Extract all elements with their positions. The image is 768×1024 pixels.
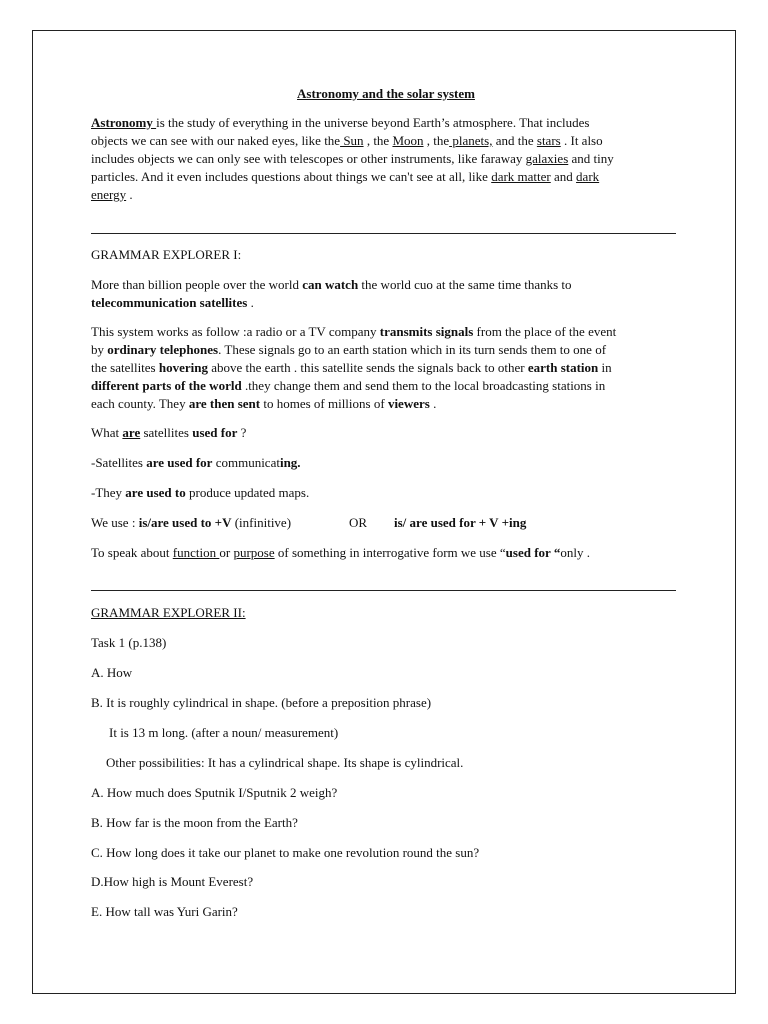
intro-line-4: particles. And it even includes questions about things we can't see at all, like dark matter and dark bbox=[91, 169, 600, 184]
section1-para1-line2: telecommunication satellites . bbox=[91, 295, 254, 310]
section2-question-a: A. How much does Sputnik I/Sputnik 2 weigh? bbox=[91, 785, 338, 800]
section1-example-1: -Satellites are used for communicating. bbox=[91, 455, 301, 470]
term-astronomy: Astronomy bbox=[91, 115, 157, 130]
section1-para1-line1: More than billion people over the world can watch the world cuo at the same time thanks to bbox=[91, 277, 572, 292]
term-galaxies: galaxies bbox=[525, 151, 569, 166]
document-title: Astronomy and the solar system bbox=[297, 86, 475, 101]
section2-question-c: C. How long does it take our planet to make one revolution round the sun? bbox=[91, 845, 480, 860]
section1-speak-about: To speak about function or purpose of something in interrogative form we use “used for “only . bbox=[91, 545, 590, 560]
term-dark-energy: dark bbox=[576, 169, 600, 184]
section1-example-2: -They are used to produce updated maps. bbox=[91, 485, 310, 500]
section2-question-e: E. How tall was Yuri Garin? bbox=[91, 904, 238, 919]
section1-we-use-alt: is/ are used for + V +ing bbox=[394, 515, 527, 530]
term-planets: planets, bbox=[449, 133, 493, 148]
section2-heading: GRAMMAR EXPLORER II: bbox=[91, 605, 246, 620]
section1-para2-line3: the satellites hovering above the earth . this satellite sends the signals back to other earth station in bbox=[91, 360, 612, 375]
section1-we-use: We use : is/are used to +V (infinitive) bbox=[91, 515, 292, 530]
section2-answer-b2: It is 13 m long. (after a noun/ measurement) bbox=[109, 725, 339, 740]
term-stars: stars bbox=[536, 133, 561, 148]
section2-question-b: B. How far is the moon from the Earth? bbox=[91, 815, 298, 830]
section1-para2-line4: different parts of the world .they change them and send them to the local broadcasting stations in bbox=[91, 378, 606, 393]
intro-line-2: objects we can see with our naked eyes, like the Sun , the Moon , the planets, and the stars . It also bbox=[91, 133, 603, 148]
section1-para2-line2: by ordinary telephones. These signals go to an earth station which in its turn sends them to one of bbox=[91, 342, 607, 357]
section1-we-use-or: OR bbox=[349, 515, 368, 530]
term-dark-matter: dark matter bbox=[491, 169, 551, 184]
section1-para2-line1: This system works as follow :a radio or a TV company transmits signals from the place of the event bbox=[91, 324, 617, 339]
section1-para2-line5: each county. They are then sent to homes of millions of viewers . bbox=[91, 396, 437, 411]
intro-line-1: Astronomy is the study of everything in the universe beyond Earth’s atmosphere. That includes bbox=[91, 115, 590, 130]
section-divider-1 bbox=[91, 233, 676, 234]
intro-line-3: includes objects we can only see with telescopes or other instruments, like faraway galaxies and tiny bbox=[91, 151, 614, 166]
section1-question: What are satellites used for ? bbox=[91, 425, 247, 440]
section2-task: Task 1 (p.138) bbox=[91, 635, 167, 650]
section2-answer-a: A. How bbox=[91, 665, 133, 680]
term-moon: Moon bbox=[392, 133, 424, 148]
section2-other-possibilities: Other possibilities: It has a cylindrical shape. Its shape is cylindrical. bbox=[106, 755, 464, 770]
term-sun: Sun bbox=[340, 133, 364, 148]
intro-line-5: energy . bbox=[91, 187, 133, 202]
section-divider-2 bbox=[91, 590, 676, 591]
section2-answer-b: B. It is roughly cylindrical in shape. (before a preposition phrase) bbox=[91, 695, 432, 710]
section2-question-d: D.How high is Mount Everest? bbox=[91, 874, 254, 889]
section1-heading: GRAMMAR EXPLORER I: bbox=[91, 247, 242, 262]
